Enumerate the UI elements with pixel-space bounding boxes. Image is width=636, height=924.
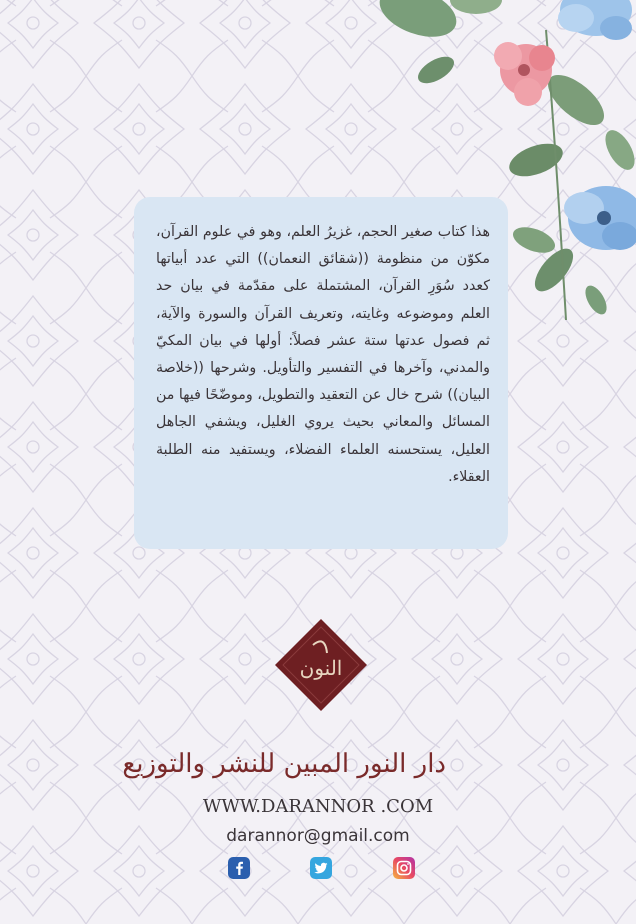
publisher-emblem-icon bbox=[273, 617, 369, 713]
logo-text: النون bbox=[299, 656, 343, 680]
blurb-text: هذا كتاب صغير الحجم، غزيرُ العلم، وهو في علوم القرآن، مكوّن من منظومة ((شقائق النعمان)) التي عدد أبياتها كعدد سُوَرِ القرآن، المشتملة على مقدّمة في بيان حد العلم وموضوعه وغايته، وتعريف القرآن والسورة والآية، ثم فصول عدتها ستة عشر فصلاً: أولها في بيان المكيّ والمدني، وآخرها في التفسير والتأويل. وشرحها ((خلاصة البيان)) شرح خال عن التعقيد والتطويل، وموضّحًا فيها من المسائل والمعاني بحيث يروي الغليل، ويشفي الجاهل العليل، يستحسنه العلماء الفضلاء، ويستفيد منه الطلبة العقلاء. bbox=[156, 224, 490, 485]
pink-flower-icon bbox=[494, 42, 555, 106]
twitter-icon[interactable] bbox=[310, 857, 332, 879]
blurb-box bbox=[134, 197, 508, 549]
blue-flower-icon bbox=[564, 186, 636, 250]
blue-flower-icon bbox=[558, 0, 632, 40]
publisher-name: دار النور المبين للنشر والتوزيع bbox=[122, 749, 446, 779]
facebook-icon[interactable] bbox=[228, 857, 250, 879]
instagram-icon[interactable] bbox=[393, 857, 415, 879]
website-link[interactable]: WWW.DARANNOR .COM bbox=[202, 796, 434, 817]
email-link[interactable]: darannor@gmail.com bbox=[226, 826, 410, 846]
